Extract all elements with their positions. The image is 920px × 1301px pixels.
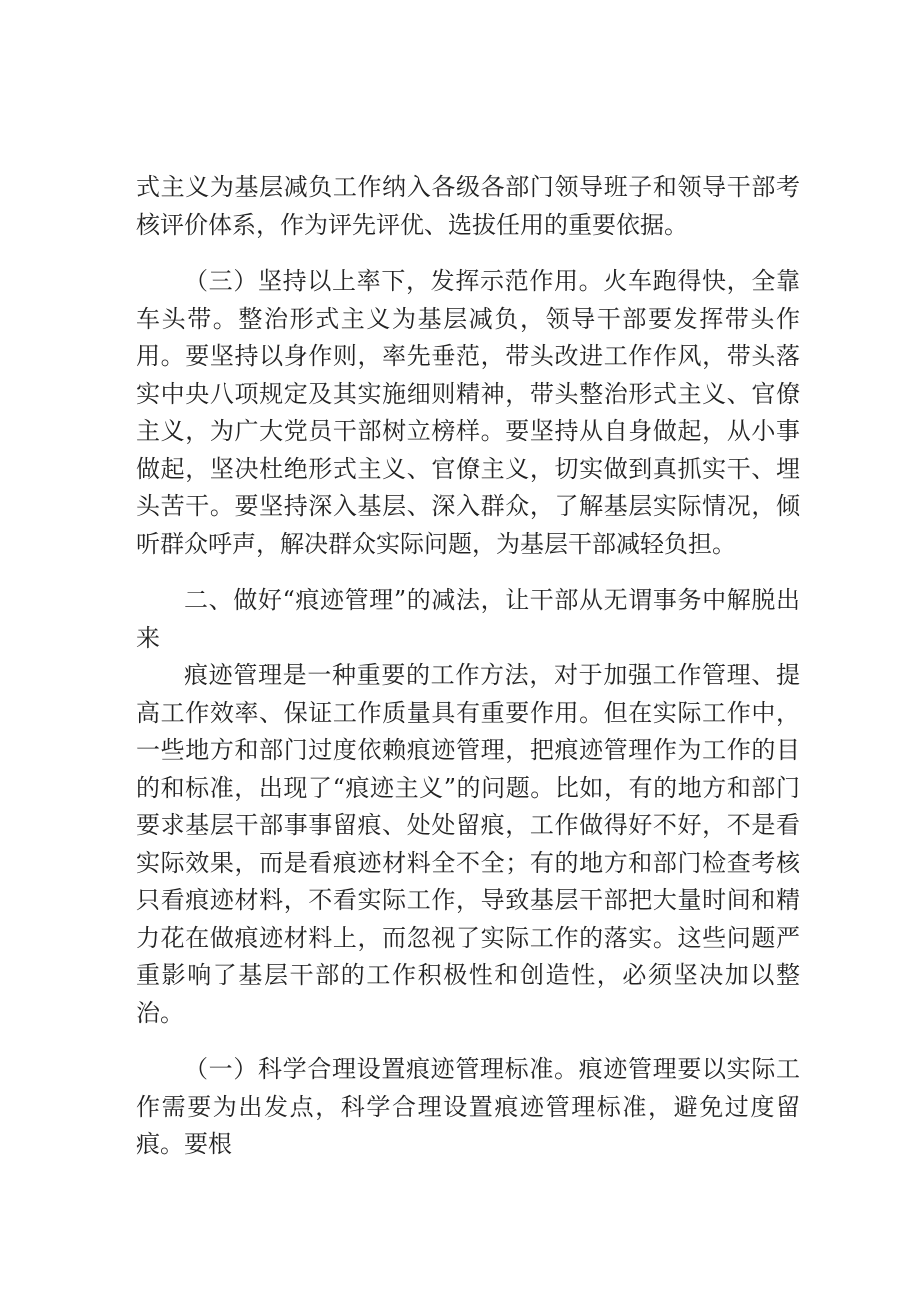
paragraph-lead-by-example: （三）坚持以上率下，发挥示范作用。火车跑得快，全靠车头带。整治形式主义为基层减负，领导干部要发挥带头作用。要坚持以身作则，率先垂范，带头改进工作作风，带头落实中央八项规定及其实施细则精神，带头整治形式主义、官僚主义，为广大党员干部树立榜样。要坚持从自身做起，从小事做起，坚决杜绝形式主义、官僚主义，切实做到真抓实干、埋头苦干。要坚持深入基层、深入群众，了解基层实际情况，倾听群众呼声，解决群众实际问题，为基层干部减轻负担。 <box>136 267 800 558</box>
paragraph-trace-management-problems: 痕迹管理是一种重要的工作方法，对于加强工作管理、提高工作效率、保证工作质量具有重要作用。但在实际工作中，一些地方和部门过度依赖痕迹管理，把痕迹管理作为工作的目的和标准，出现了“痕迹主义”的问题。比如，有的地方和部门要求基层干部事事留痕、处处留痕，工作做得好不好，不是看实际效果，而是看痕迹材料全不全；有的地方和部门检查考核只看痕迹材料，不看实际工作，导致基层干部把大量时间和精力花在做痕迹材料上，而忽视了实际工作的落实。这些问题严重影响了基层干部的工作积极性和创造性，必须坚决加以整治。 <box>136 661 800 1027</box>
section-heading-trace-management: 二、做好“痕迹管理”的减法，让干部从无谓事务中解脱出来 <box>136 586 800 652</box>
paragraph-trace-management-standards: （一）科学合理设置痕迹管理标准。痕迹管理要以实际工作需要为出发点，科学合理设置痕迹管理标准，避免过度留痕。要根 <box>136 1055 800 1158</box>
paragraph-evaluation-system: 式主义为基层减负工作纳入各级各部门领导班子和领导干部考核评价体系，作为评先评优、选拔任用的重要依据。 <box>136 173 800 239</box>
document-body <box>136 169 800 1164</box>
